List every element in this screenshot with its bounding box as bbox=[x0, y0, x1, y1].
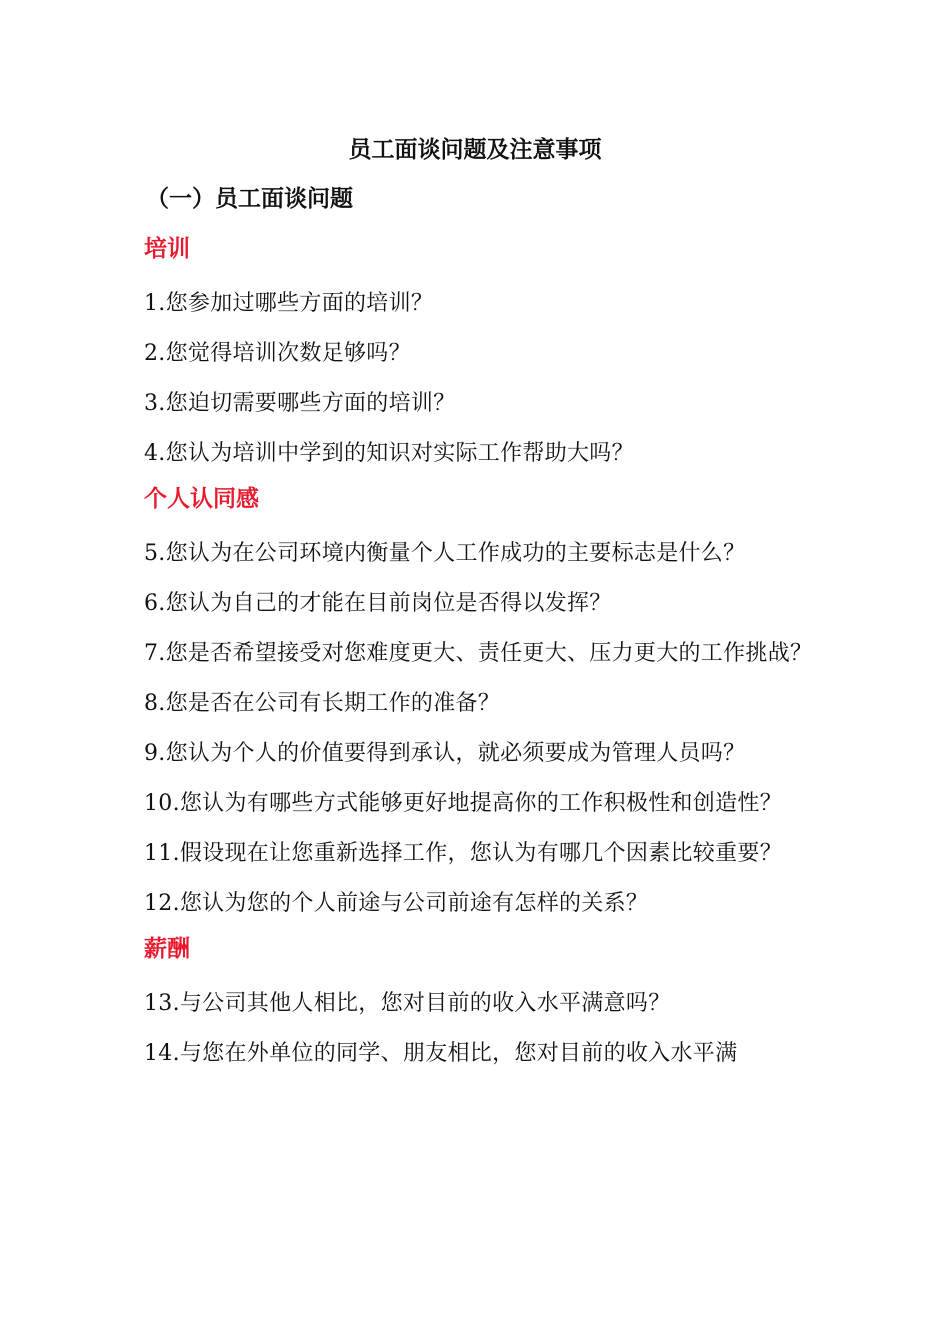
question-item: 13.与公司其他人相比，您对目前的收入水平满意吗？ bbox=[144, 991, 671, 1016]
question-item: 10.您认为有哪些方式能够更好地提高你的工作积极性和创造性？ bbox=[144, 791, 782, 816]
question-item: 7.您是否希望接受对您难度更大、责任更大、压力更大的工作挑战？ bbox=[144, 641, 813, 666]
document-title: 员工面谈问题及注意事项 bbox=[348, 136, 602, 163]
question-item: 3.您迫切需要哪些方面的培训？ bbox=[144, 391, 456, 416]
section-heading-compensation: 薪酬 bbox=[144, 935, 190, 962]
question-item: 6.您认为自己的才能在目前岗位是否得以发挥？ bbox=[144, 591, 612, 616]
question-item: 1.您参加过哪些方面的培训？ bbox=[144, 291, 434, 316]
subheading: （一）员工面谈问题 bbox=[146, 185, 353, 212]
question-item: 2.您觉得培训次数足够吗？ bbox=[144, 341, 411, 366]
question-item: 14.与您在外单位的同学、朋友相比，您对目前的收入水平满 bbox=[144, 1041, 738, 1066]
question-item: 5.您认为在公司环境内衡量个人工作成功的主要标志是什么？ bbox=[144, 541, 746, 566]
section-heading-identity: 个人认同感 bbox=[144, 485, 259, 512]
question-item: 12.您认为您的个人前途与公司前途有怎样的关系？ bbox=[144, 891, 649, 916]
question-item: 8.您是否在公司有长期工作的准备？ bbox=[144, 691, 501, 716]
document-body bbox=[144, 179, 824, 1079]
question-item: 9.您认为个人的价值要得到承认，就必须要成为管理人员吗？ bbox=[144, 741, 746, 766]
question-item: 4.您认为培训中学到的知识对实际工作帮助大吗？ bbox=[144, 441, 634, 466]
section-heading-training: 培训 bbox=[144, 235, 190, 262]
question-item: 11.假设现在让您重新选择工作，您认为有哪几个因素比较重要？ bbox=[144, 841, 782, 866]
